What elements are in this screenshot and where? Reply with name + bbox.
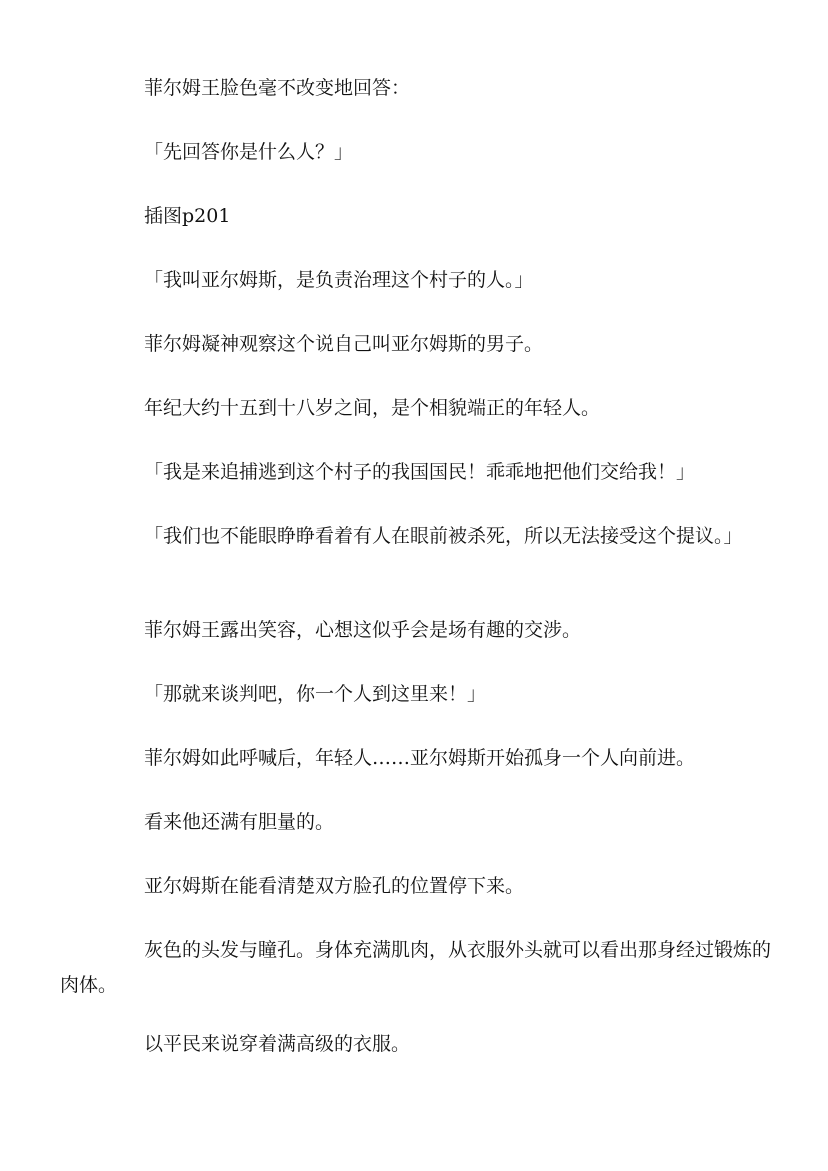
illustration-marker: 插图p201 (144, 205, 231, 227)
paragraph: 菲尔姆王露出笑容，心想这似乎会是场有趣的交涉。 (144, 619, 582, 641)
paragraph: 「那就来谈判吧，你一个人到这里来！」 (144, 683, 487, 705)
paragraph: 以平民来说穿着满高级的衣服。 (144, 1033, 411, 1055)
paragraph: 看来他还满有胆量的。 (144, 811, 335, 833)
paragraph: 菲尔姆凝神观察这个说自己叫亚尔姆斯的男子。 (144, 333, 544, 355)
paragraph: 「我们也不能眼睁睁看着有人在眼前被杀死，所以无法接受这个提议。」 (144, 525, 743, 547)
paragraph: 亚尔姆斯在能看清楚双方脸孔的位置停下来。 (144, 875, 525, 897)
paragraph: 年纪大约十五到十八岁之间，是个相貌端正的年轻人。 (144, 397, 601, 419)
paragraph: 菲尔姆如此呼喊后，年轻人……亚尔姆斯开始孤身一个人向前进。 (144, 747, 696, 769)
paragraph: 灰色的头发与瞳孔。身体充满肌肉，从衣服外头就可以看出那身经过锻炼的肉体。 (60, 939, 772, 996)
paragraph: 菲尔姆王脸色毫不改变地回答： (144, 77, 411, 99)
paragraph: 「先回答你是什么人？」 (144, 141, 354, 163)
paragraph: 「我叫亚尔姆斯，是负责治理这个村子的人。」 (144, 269, 534, 291)
paragraph: 「我是来追捕逃到这个村子的我国国民！乖乖地把他们交给我！」 (144, 461, 696, 483)
